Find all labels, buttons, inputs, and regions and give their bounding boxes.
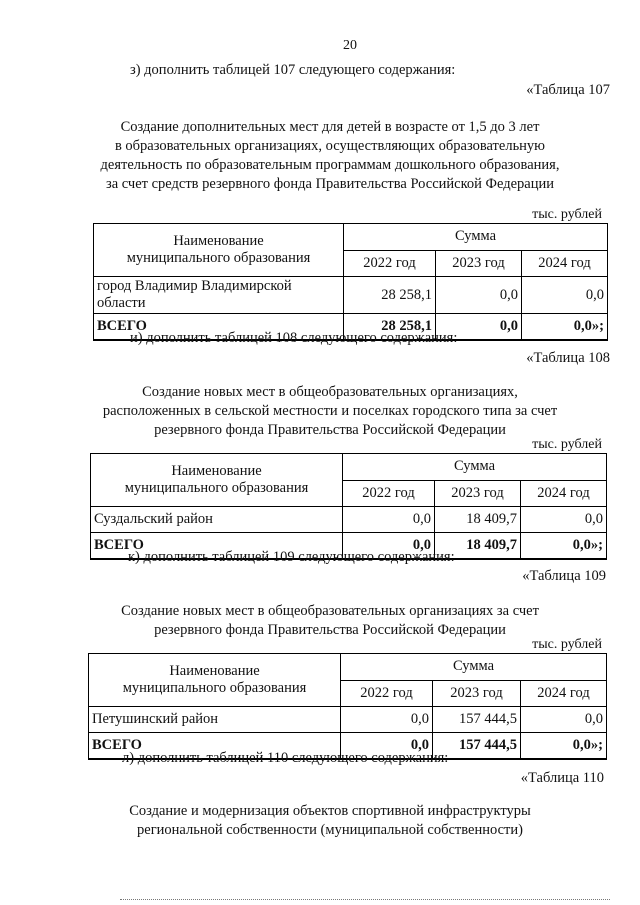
header-name-line2: муниципального образования — [122, 680, 307, 696]
title-table-110 — [40, 802, 620, 840]
row-value: 28 258,1 — [344, 277, 436, 314]
page-bottom-edge — [120, 888, 610, 898]
total-value: 0,0 — [436, 314, 522, 341]
title-table-107 — [40, 118, 620, 194]
title-line: за счет средств резервного фонда Правительства Российской Федерации — [105, 176, 555, 192]
total-value: 0,0»; — [522, 314, 608, 341]
table-107 — [93, 223, 608, 341]
title-line: резервного фонда Правительства Российской Федерации — [154, 422, 506, 438]
title-line: Создание и модернизация объектов спортивной инфраструктуры — [129, 803, 531, 819]
header-sum: Сумма — [344, 224, 608, 251]
header-name — [89, 654, 341, 707]
header-sum: Сумма — [341, 654, 607, 681]
divider — [120, 899, 610, 900]
title-table-109 — [40, 602, 620, 640]
row-name: Петушинский район — [89, 707, 341, 733]
intro-table-109: к) дополнить таблицей 109 следующего содержания: — [128, 549, 455, 565]
header-year: 2024 год — [522, 250, 608, 277]
row-value: 0,0 — [436, 277, 522, 314]
title-line: региональной собственности (муниципальной собственности) — [137, 822, 523, 838]
row-value: 18 409,7 — [435, 507, 521, 533]
intro-table-108: и) дополнить таблицей 108 следующего содержания: — [130, 330, 458, 346]
total-value: 18 409,7 — [435, 533, 521, 560]
header-name-line1: Наименование — [173, 233, 264, 249]
label-table-110: «Таблица 110 — [520, 770, 604, 786]
intro-table-110: л) дополнить таблицей 110 следующего содержания: — [122, 750, 449, 766]
row-name: Суздальский район — [91, 507, 343, 533]
header-name-line1: Наименование — [169, 663, 260, 679]
label-table-108: «Таблица 108 — [526, 350, 610, 366]
intro-table-107: з) дополнить таблицей 107 следующего содержания: — [130, 62, 456, 78]
label-table-109: «Таблица 109 — [522, 568, 606, 584]
total-value: 157 444,5 — [433, 733, 521, 760]
table-row — [94, 277, 608, 314]
header-year: 2022 год — [344, 250, 436, 277]
total-value: 0,0»; — [521, 533, 607, 560]
header-sum: Сумма — [343, 454, 607, 481]
header-year: 2023 год — [435, 480, 521, 507]
title-line: Создание новых мест в общеобразовательных организациях, — [142, 384, 518, 400]
row-value: 157 444,5 — [433, 707, 521, 733]
row-value: 0,0 — [341, 707, 433, 733]
header-name-line2: муниципального образования — [126, 250, 311, 266]
table-row — [91, 507, 607, 533]
unit-label: тыс. рублей — [532, 207, 602, 222]
header-year: 2024 год — [521, 480, 607, 507]
title-line: Создание новых мест в общеобразовательных организациях за счет — [121, 603, 539, 619]
row-value: 0,0 — [521, 707, 607, 733]
table-108 — [90, 453, 607, 560]
total-label: ВСЕГО — [89, 733, 341, 760]
row-name: город Владимир Владимирской области — [94, 277, 344, 314]
total-value: 28 258,1 — [344, 314, 436, 341]
header-name — [94, 224, 344, 277]
header-year: 2022 год — [343, 480, 435, 507]
table-109 — [88, 653, 607, 760]
title-line: резервного фонда Правительства Российской Федерации — [154, 622, 506, 638]
header-name-line2: муниципального образования — [124, 480, 309, 496]
header-year: 2022 год — [341, 680, 433, 707]
title-line: расположенных в сельской местности и поселках городского типа за счет — [102, 403, 558, 419]
header-year: 2024 год — [521, 680, 607, 707]
label-table-107: «Таблица 107 — [526, 82, 610, 98]
row-value: 0,0 — [522, 277, 608, 314]
total-label: ВСЕГО — [91, 533, 343, 560]
header-name — [91, 454, 343, 507]
title-line: деятельность по образовательным программам дошкольного образования, — [100, 157, 560, 173]
total-value: 0,0»; — [521, 733, 607, 760]
header-name-line1: Наименование — [171, 463, 262, 479]
table-row — [89, 707, 607, 733]
header-year: 2023 год — [433, 680, 521, 707]
unit-label: тыс. рублей — [532, 637, 602, 652]
page-number: 20 — [343, 38, 357, 53]
title-table-108 — [40, 383, 620, 440]
total-value: 0,0 — [341, 733, 433, 760]
unit-label: тыс. рублей — [532, 437, 602, 452]
row-value: 0,0 — [343, 507, 435, 533]
header-year: 2023 год — [436, 250, 522, 277]
row-value: 0,0 — [521, 507, 607, 533]
title-line: Создание дополнительных мест для детей в возрасте от 1,5 до 3 лет — [120, 119, 540, 135]
total-value: 0,0 — [343, 533, 435, 560]
total-label: ВСЕГО — [94, 314, 344, 341]
title-line: в образовательных организациях, осуществляющих образовательную — [114, 138, 546, 154]
